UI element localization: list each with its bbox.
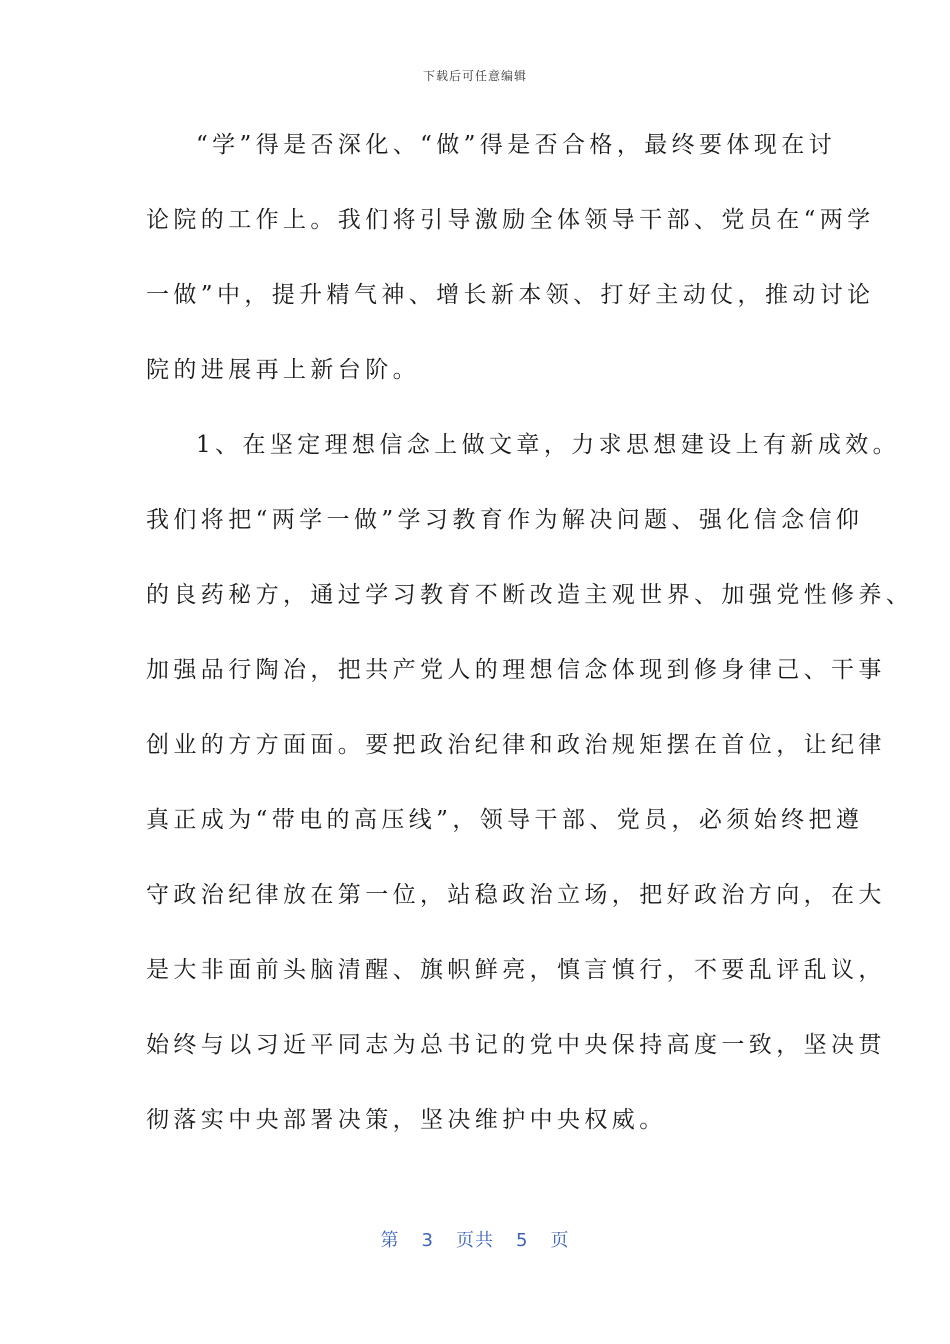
paragraph-2-line-8: 是大非面前头脑清醒、旗帜鲜亮，慎言慎行，不要乱评乱议，	[146, 957, 886, 983]
paragraph-2-line-3: 的良药秘方，通过学习教育不断改造主观世界、加强党性修养、	[146, 582, 914, 608]
paragraph-2-line-1: 1、在坚定理想信念上做文章，力求思想建设上有新成效。	[196, 432, 901, 458]
footer-middle: 页共	[456, 1230, 494, 1251]
total-pages-number: 5	[516, 1230, 529, 1251]
paragraph-1-line-3: 一做”中，提升精气神、增长新本领、打好主动仗，推动讨论	[146, 282, 875, 308]
footer-prefix: 第	[380, 1230, 400, 1251]
page-header: 下载后可任意编辑	[422, 69, 527, 83]
paragraph-2-line-5: 创业的方方面面。要把政治纪律和政治规矩摆在首位，让纪律	[146, 732, 886, 758]
paragraph-2-line-7: 守政治纪律放在第一位，站稳政治立场，把好政治方向，在大	[146, 882, 886, 908]
footer-suffix: 页	[550, 1230, 570, 1251]
paragraph-2-line-9: 始终与以习近平同志为总书记的党中央保持高度一致，坚决贯	[146, 1032, 886, 1058]
paragraph-1-line-2: 论院的工作上。我们将引导激励全体领导干部、党员在“两学	[146, 207, 875, 233]
current-page-number: 3	[421, 1230, 434, 1251]
paragraph-2-line-10: 彻落实中央部署决策，坚决维护中央权威。	[146, 1107, 667, 1133]
paragraph-1-line-1: “学”得是否深化、“做”得是否合格，最终要体现在讨	[196, 132, 837, 158]
paragraph-2-line-4: 加强品行陶冶，把共产党人的理想信念体现到修身律己、干事	[146, 657, 886, 683]
paragraph-2-line-2: 我们将把“两学一做”学习教育作为解决问题、强化信念信仰	[146, 507, 864, 533]
paragraph-2-line-6: 真正成为“带电的高压线”，领导干部、党员，必须始终把遵	[146, 807, 864, 833]
page-footer	[0, 1226, 950, 1252]
paragraph-1-line-4: 院的进展再上新台阶。	[146, 357, 420, 383]
